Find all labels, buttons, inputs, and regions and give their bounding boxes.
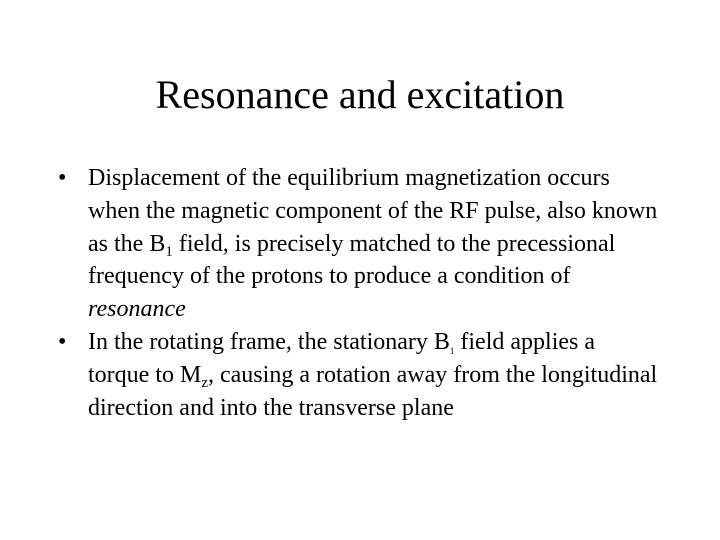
bullet-text: field applies a torque to M — [88, 328, 596, 388]
bullet-text: Displacement of the equilibrium magnetization occurs when the magnetic component of the RF pulse, also known as the B — [88, 165, 658, 257]
slide-title: Resonance and excitation — [155, 72, 565, 117]
bullet-text: field, is precisely matched to the precessional frequency of the protons to produce a condition of — [88, 230, 616, 290]
bullet-text: In the rotating frame, the stationary B — [88, 328, 450, 355]
bullet-item-rotating-frame — [58, 326, 658, 424]
bullet-item-resonance — [58, 162, 658, 326]
bullet-marker: • — [58, 328, 67, 355]
bullet-marker: • — [58, 165, 67, 191]
mz-subscript: z — [201, 374, 208, 391]
b1-subscript: 1 — [449, 345, 455, 356]
resonance-emphasis: resonance — [88, 296, 186, 323]
bullet-text: , causing a rotation away from the longitudinal direction and into the transverse plane — [88, 361, 658, 421]
bullet-list — [58, 162, 658, 424]
b1-subscript: 1 — [165, 243, 173, 260]
